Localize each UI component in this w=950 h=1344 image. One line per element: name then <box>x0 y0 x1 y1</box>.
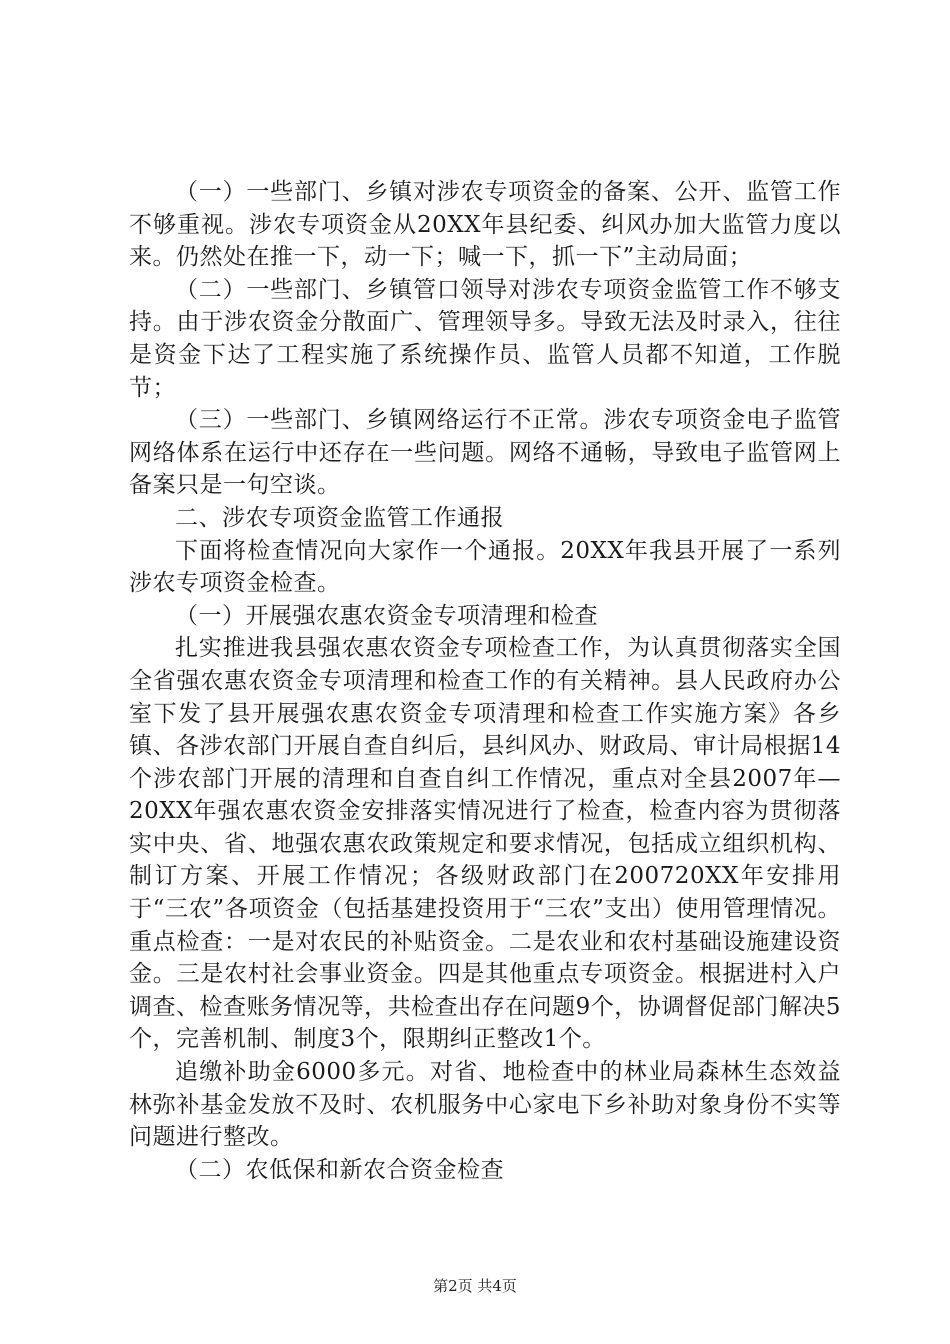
paragraph-intro: 下面将检查情况向大家作一个通报。20XX年我县开展了一系列涉农专项资金检查。 <box>129 537 841 597</box>
subsection-heading-2: （二）农低保和新农合资金检查 <box>175 1156 504 1183</box>
paragraph-issue-3: （三）一些部门、乡镇网络运行不正常。涉农专项资金电子监管网络体系在运行中还存在一些问题。网络不通畅，导致电子监管网上备案只是一句空谈。 <box>129 407 841 499</box>
paragraph-issue-1: （一）一些部门、乡镇对涉农专项资金的备案、公开、监管工作不够重视。涉农专项资金从20XX年县纪委、纠风办加大监管力度以来。仍然处在推一下，动一下；喊一下，抓一下”主动局面； <box>129 179 841 271</box>
subsection-heading-1: （一）开展强农惠农资金专项清理和检查 <box>175 602 598 629</box>
paragraph-issue-2: （二）一些部门、乡镇管口领导对涉农专项资金监管工作不够支持。由于涉农资金分散面广、管理领导多。导致无法及时录入，往往是资金下达了工程实施了系统操作员、监管人员都不知道，工作脱节； <box>129 276 841 401</box>
paragraph-recovery: 追缴补助金6000多元。对省、地检查中的林业局森林生态效益林弥补基金发放不及时、农机服务中心家电下乡补助对象身份不实等问题进行整改。 <box>129 1059 841 1151</box>
paragraph-inspection: 扎实推进我县强农惠农资金专项检查工作，为认真贯彻落实全国全省强农惠农资金专项清理和检查工作的有关精神。县人民政府办公室下发了县开展强农惠农资金专项清理和检查工作实施方案》各乡镇、各涉农部门开展自查自纠后，县纠风办、财政局、审计局根据14个涉农部门开展的清理和自查自纠工作情况，重点对全县2007年—20XX年强农惠农资金安排落实情况进行了检查，检查内容为贯彻落实中央、省、地强农惠农政策规定和要求情况，包括成立组织机构、制订方案、开展工作情况；各级财政部门在200720XX年安排用于“三农”各项资金（包括基建投资用于“三农”支出）使用管理情况。重点检查：一是对农民的补贴资金。二是农业和农村基础设施建设资金。三是农村社会事业资金。四是其他重点专项资金。根据进村入户调查、检查账务情况等，共检查出存在问题9个，协调督促部门解决5个，完善机制、制度3个，限期纠正整改1个。 <box>129 635 841 1053</box>
page-number-footer: 第2页 共4页 <box>433 1277 517 1295</box>
document-body <box>129 176 841 1186</box>
section-heading-2: 二、涉农专项资金监管工作通报 <box>175 504 504 531</box>
